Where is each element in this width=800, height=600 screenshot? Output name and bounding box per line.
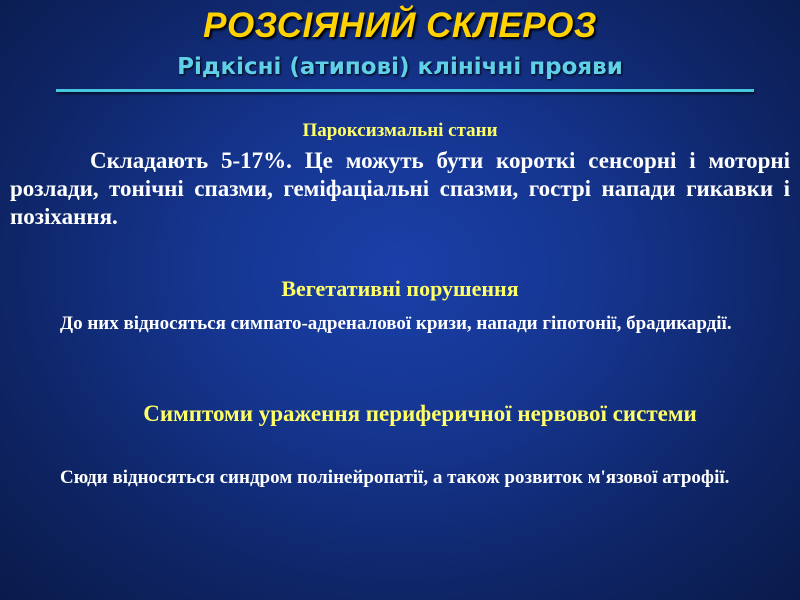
- slide-subtitle: Рідкісні (атипові) клінічні прояви: [177, 54, 623, 80]
- section-heading-paroxysmal: Пароксизмальні стани: [302, 120, 498, 141]
- section-text-peripheral: Сюди відносяться синдром полінейропатії, а також розвиток м'язової атрофії.: [60, 467, 730, 488]
- slide-title: РОЗСІЯНИЙ СКЛЕРОЗ: [203, 6, 597, 45]
- section-heading-vegetative: Вегетативні порушення: [281, 276, 519, 301]
- section-text-vegetative: До них відносяться симпато-адреналової кризи, напади гіпотонії, брадикардії.: [60, 313, 732, 334]
- section-heading-peripheral: Симптоми ураження периферичної нервової системи: [143, 401, 697, 426]
- title-underline: [56, 89, 754, 92]
- section-text-paroxysmal: Складають 5-17%. Це можуть бути короткі сенсорні і моторні розлади, тонічні спазми, геміфаціальні спазми, гострі напади гикавки і позіхання.: [10, 148, 790, 229]
